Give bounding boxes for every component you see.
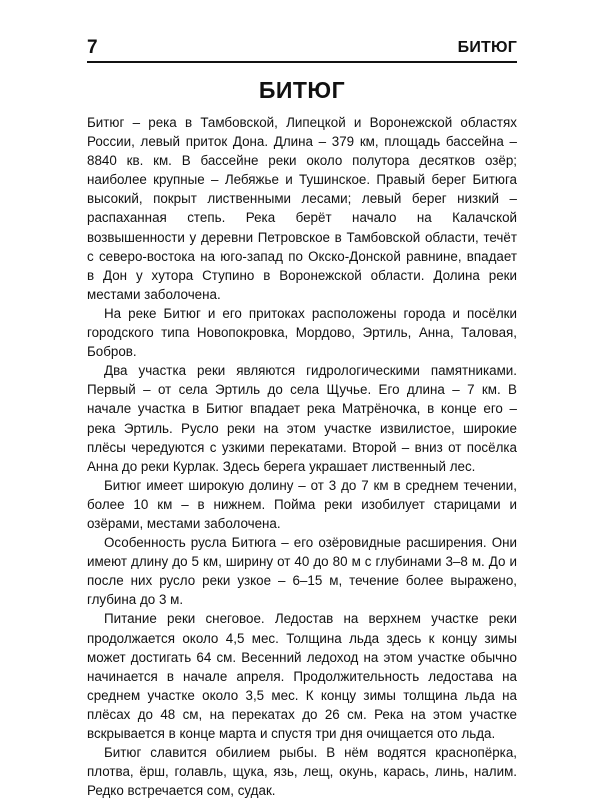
paragraph: Особенность русла Битюга – его озёровидные расширения. Они имеют длину до 5 км, ширину от 40 до 80 м с глубинами 3–8 м. До и после них русло реки узкое – 6–15 м, течение более выражено, глубина до 3 м.: [87, 535, 517, 608]
paragraph: Два участка реки являются гидрологическими памятниками. Первый – от села Эртиль до села Щучье. Его длина – 7 км. В начале участка в Битюг впадает река Матрёночка, в конце его – река Эртиль. Русло реки на этом участке извилистое, широкие плёсы чередуются с узкими перекатами. Второй – вниз от посёлка Анна до реки Курлак. Здесь берега украшает лиственный лес.: [87, 363, 517, 474]
header-rule: [87, 61, 517, 63]
paragraph: На реке Битюг и его притоках расположены города и посёлки городского типа Новопокровка, Мордово, Эртиль, Анна, Таловая, Бобров.: [87, 305, 517, 360]
running-title: БИТЮГ: [457, 39, 517, 56]
paragraph: Битюг – река в Тамбовской, Липецкой и Воронежской областях России, левый приток Дона. Длина – 379 км, площадь бассейна – 8840 кв. км. В бассейне реки около полутора десятков озёр; наиболее крупные – Лебяжье и Тушинское. Правый берег Битюга высокий, покрыт лиственными лесами; левый берег низкий – распаханная степь. Река берёт начало на Калачской возвышенности у деревни Петровское в Тамбовской области, течёт с северо-востока на юго-запад по Окско-Донской равнине, впадает в Дон у хутора Ступино в Воронежской области. Долина реки местами заболочена.: [87, 115, 517, 302]
article-title: БИТЮГ: [258, 77, 346, 103]
running-head: [87, 36, 517, 58]
page-number: 7: [87, 37, 98, 58]
paragraph: Битюг имеет широкую долину – от 3 до 7 км в среднем течении, более 10 км – в нижнем. Пойма реки изобилует старицами и озёрами, местами заболочена.: [87, 477, 517, 531]
paragraph: Битюг славится обилием рыбы. В нём водятся краснопёрка, плотва, ёрш, голавль, щука, язь, лещ, окунь, карась, линь, налим. Редко встречается сом, судак.: [87, 745, 517, 799]
book-page: [87, 36, 517, 800]
article-body: [87, 113, 517, 800]
paragraph: Питание реки снеговое. Ледостав на верхнем участке реки продолжается около 4,5 мес. Толщина льда здесь к концу зимы может достигать 64 см. Весенний ледоход на этом участке обычно начинается в начале апреля. Продолжительность ледостава на среднем участке около 3,5 мес. К концу зимы толщина льда на плёсах до 48 см, на перекатах до 26 см. Река на этом участке вскрывается в конце марта и спустя три дня очищается ото льда.: [87, 611, 517, 741]
